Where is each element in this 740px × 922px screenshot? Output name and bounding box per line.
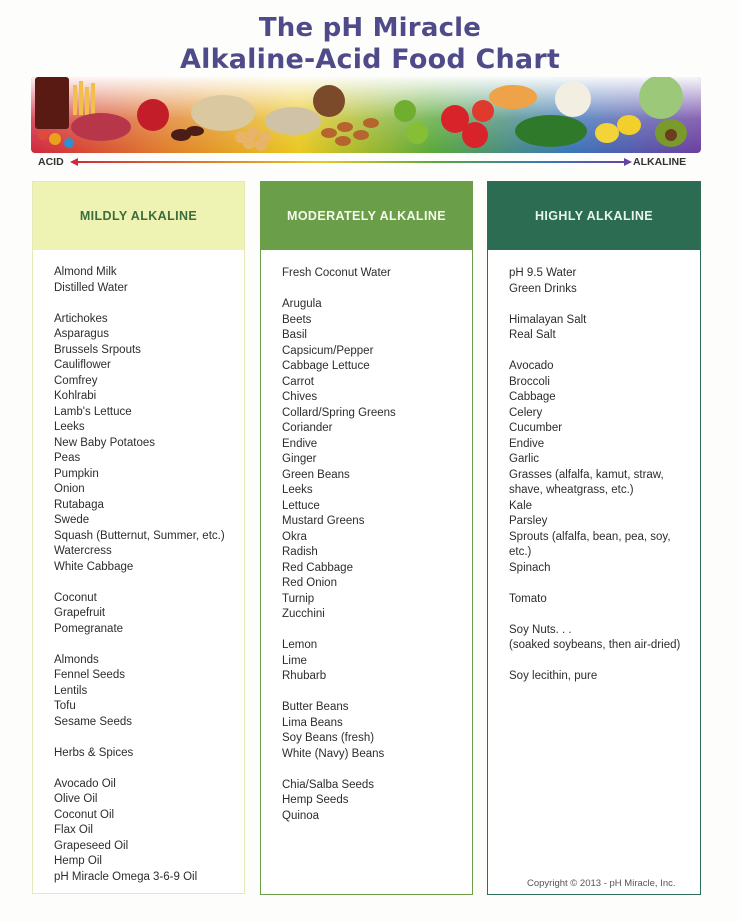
copyright-notice: Copyright © 2013 - pH Miracle, Inc. [527,878,676,889]
list-item: Lima Beans [282,716,343,729]
list-item: Red Onion [282,577,337,589]
list-item: pH 9.5 Water [509,267,577,279]
list-item: Cabbage [509,391,556,403]
list-item: Coconut [54,591,97,604]
list-item: Onion [54,483,85,495]
list-item: Fresh Coconut Water [282,267,391,279]
list-item: Parsley [509,515,548,527]
list-item: Flax Oil [54,824,93,836]
list-item: Quinoa [282,809,320,822]
food-list [282,266,396,824]
list-item: Hemp Oil [54,855,102,867]
list-item: Tomato [509,592,547,605]
list-item: Zucchini [282,608,325,620]
list-item: Chives [282,391,318,403]
list-item: Real Salt [509,329,556,341]
list-spacer [509,297,680,313]
list-item: Soy Beans (fresh) [282,732,375,744]
list-item: Rutabaga [54,498,104,511]
list-item: Lemon [282,639,318,651]
alkaline-label: ALKALINE [633,156,687,168]
acid-label: ACID [38,156,64,168]
column-mildly-alkaline [32,181,245,894]
list-item: Squash (Butternut, Summer, etc.) [54,529,225,542]
list-item: Basil [282,329,307,341]
list-spacer [282,623,396,639]
list-item: Mustard Greens [282,515,365,527]
list-item: Endive [282,437,318,450]
list-item: Celery [509,406,543,419]
list-item: Leeks [54,421,85,433]
list-spacer [282,762,396,778]
food-list [509,266,680,685]
list-spacer [54,730,225,746]
acid-alkaline-arrow [70,157,632,167]
list-item: Sesame Seeds [54,715,132,728]
list-spacer [54,296,225,312]
list-item: Garlic [509,453,540,465]
list-item: Fennel Seeds [54,669,125,681]
list-spacer [509,607,680,623]
food-list [54,265,225,885]
list-item: Green Beans [282,468,350,481]
list-item: Soy Nuts. . . [509,623,572,636]
list-item: Beets [282,313,312,326]
list-item: Spinach [509,561,551,574]
list-item: Lamb's Lettuce [54,405,132,418]
list-item: Radish [282,546,318,558]
list-item: Lentils [54,684,88,697]
list-item: Capsicum/Pepper [282,344,374,357]
list-item: Almonds [54,653,99,666]
list-item: Peas [54,452,81,464]
list-item: etc.) [509,546,532,558]
list-item: Watercress [54,545,112,557]
list-item: Carrot [282,375,314,388]
list-item: Lime [282,654,307,667]
list-item: New Baby Potatoes [54,436,156,449]
list-item: Pumpkin [54,467,99,480]
column-header: MODERATELY ALKALINE [261,182,472,250]
list-item: (soaked soybeans, then air-dried) [509,639,681,651]
list-item: Kohlrabi [54,390,97,402]
list-item: Avocado Oil [54,777,116,790]
list-item: Grapefruit [54,607,106,619]
list-spacer [509,654,680,670]
list-item: Broccoli [509,375,550,388]
list-spacer [54,637,225,653]
column-header: MILDLY ALKALINE [33,182,244,250]
list-item: Avocado [509,360,554,372]
list-item: Collard/Spring Greens [282,406,396,419]
list-item: Swede [54,514,90,526]
list-spacer [54,761,225,777]
list-item: White Cabbage [54,560,134,573]
list-item: shave, wheatgrass, etc.) [509,484,634,496]
list-item: Okra [282,530,307,543]
list-item: Herbs & Spices [54,746,134,759]
list-item: Artichokes [54,312,108,325]
list-item: Coriander [282,422,333,434]
column-highly-alkaline [487,181,701,895]
list-item: Kale [509,499,533,512]
list-item: Red Cabbage [282,561,353,574]
list-item: Cabbage Lettuce [282,360,370,372]
list-spacer [282,685,396,701]
list-item: Distilled Water [54,281,128,294]
list-item: Soy lecithin, pure [509,670,598,682]
page-title-line-1: The pH Miracle [258,13,482,43]
list-item: Chia/Salba Seeds [282,778,375,791]
list-item: Himalayan Salt [509,313,587,326]
list-item: Lettuce [282,499,320,512]
list-item: Turnip [282,592,315,605]
list-item: Rhubarb [282,670,327,682]
list-item: pH Miracle Omega 3-6-9 Oil [54,870,198,883]
page-title-line-2: Alkaline-Acid Food Chart [180,44,560,75]
list-item: Tofu [54,700,76,712]
list-item: Comfrey [54,374,98,387]
list-item: Leeks [282,484,313,496]
list-item: Almond Milk [54,266,117,278]
list-item: Arugula [282,298,322,310]
list-spacer [509,344,680,360]
list-item: Cauliflower [54,359,111,371]
list-item: White (Navy) Beans [282,747,385,760]
list-item: Butter Beans [282,701,349,713]
column-moderately-alkaline [260,181,473,895]
list-item: Ginger [282,453,317,465]
list-item: Asparagus [54,328,109,340]
list-item: Coconut Oil [54,808,115,821]
list-item: Green Drinks [509,282,577,295]
list-item: Cucumber [509,422,563,434]
list-item: Brussels Srpouts [54,343,141,356]
column-header: HIGHLY ALKALINE [488,182,700,250]
list-item: Sprouts (alfalfa, bean, pea, soy, [509,530,671,543]
food-banner-image [31,77,701,153]
list-item: Pomegranate [54,622,124,635]
list-item: Olive Oil [54,793,98,805]
list-spacer [282,282,396,298]
list-item: Hemp Seeds [282,794,349,806]
list-item: Grapeseed Oil [54,839,129,852]
list-spacer [509,576,680,592]
list-spacer [54,575,225,591]
list-item: Grasses (alfalfa, kamut, straw, [509,468,664,481]
list-item: Endive [509,437,545,450]
